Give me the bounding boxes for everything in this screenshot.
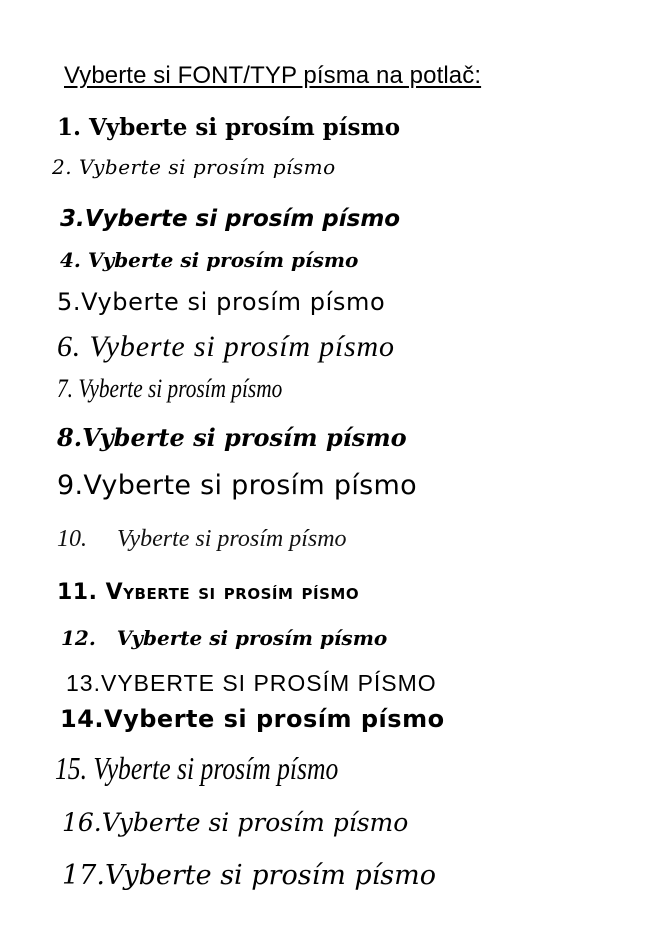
option-number: 9.: [57, 470, 84, 501]
option-text: Vyberte si prosím písmo: [116, 626, 388, 650]
page-title: Vyberte si FONT/TYP písma na potlač:: [64, 62, 482, 89]
option-number: 6.: [57, 330, 82, 363]
option-number: 4.: [60, 248, 81, 272]
option-text: Vyberte si prosím písmo: [87, 248, 359, 272]
font-option-13: [66, 672, 437, 695]
option-number: 11.: [57, 580, 98, 605]
option-text: Vyberte si prosím písmo: [81, 288, 386, 316]
option-number: 17.: [62, 860, 105, 891]
option-text: Vyberte si prosím písmo: [101, 808, 409, 837]
option-text: Vyberte si prosím písmo: [117, 526, 347, 552]
font-option-8: [57, 423, 407, 452]
option-text: Vyberte si prosím písmo: [82, 423, 407, 452]
option-number: 12.: [61, 626, 96, 650]
option-number: 13.: [66, 670, 101, 696]
option-text: Vyberte si prosím písmo: [105, 580, 360, 605]
font-option-1: [57, 116, 400, 139]
option-number: 15.: [55, 750, 87, 786]
option-text: Vyberte si prosím písmo: [83, 470, 417, 501]
option-text: Vyberte si prosím písmo: [104, 860, 437, 891]
font-option-14: [60, 707, 445, 731]
font-option-5: [57, 290, 385, 314]
font-option-16: [62, 810, 408, 835]
option-text: Vyberte si prosím písmo: [93, 750, 339, 786]
font-option-4: [60, 250, 358, 270]
option-text: Vyberte si prosím písmo: [84, 206, 401, 232]
font-option-3: [60, 208, 400, 231]
option-number: 3.: [60, 206, 85, 232]
option-text: Vyberte si prosím písmo: [78, 374, 283, 403]
option-number: 8.: [57, 423, 83, 452]
option-number: 1.: [57, 114, 82, 141]
font-option-9: [57, 472, 417, 499]
option-text: Vyberte si prosím písmo: [89, 330, 395, 363]
option-text: Vyberte si prosím písmo: [89, 114, 401, 141]
font-option-12: [61, 628, 387, 648]
font-option-7: [57, 376, 282, 402]
option-number: 14.: [60, 705, 105, 733]
font-option-6: [57, 332, 395, 362]
option-number: 5.: [57, 288, 82, 316]
font-option-15: [55, 752, 338, 784]
option-number: 10.: [57, 526, 87, 552]
font-option-17: [62, 862, 436, 889]
option-text: Vyberte si prosím písmo: [78, 155, 336, 179]
option-text: VYBERTE SI PROSÍM PÍSMO: [100, 670, 437, 696]
option-number: 16.: [62, 808, 102, 837]
font-option-2: [52, 157, 336, 177]
option-number: 7.: [57, 374, 73, 403]
font-option-11: [57, 582, 359, 604]
option-text: Vyberte si prosím písmo: [104, 705, 445, 733]
option-number: 2.: [52, 155, 73, 179]
font-option-10: [57, 527, 347, 551]
